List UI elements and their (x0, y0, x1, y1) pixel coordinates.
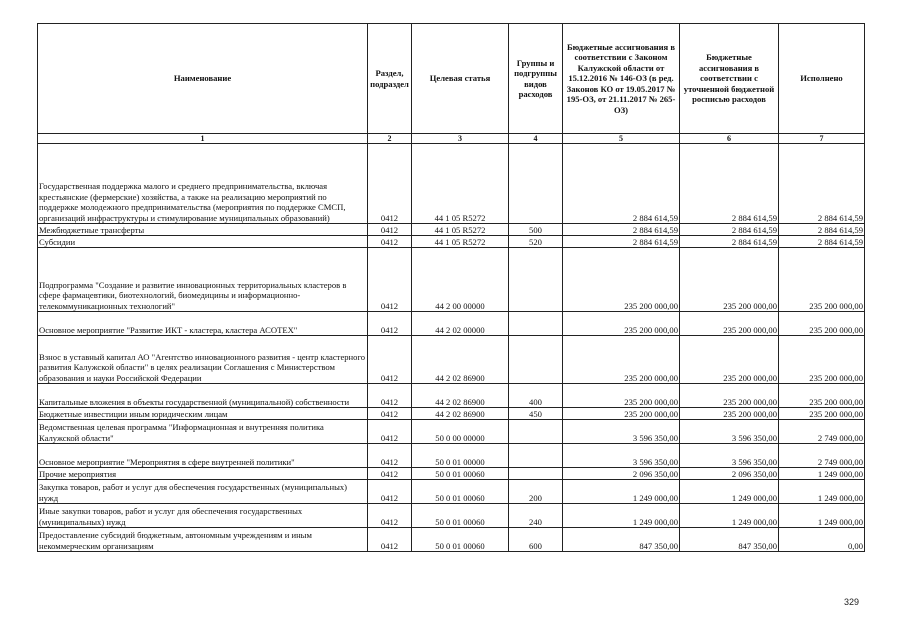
cell-law: 235 200 000,00 (563, 312, 680, 336)
header-executed: Исполнено (779, 24, 865, 134)
cell-group (509, 312, 563, 336)
cell-refined: 3 596 350,00 (680, 444, 779, 468)
header-target: Целевая статья (412, 24, 509, 134)
cell-target: 44 2 02 86900 (412, 408, 509, 420)
cell-executed: 235 200 000,00 (779, 384, 865, 408)
cell-group: 200 (509, 480, 563, 504)
cell-group: 520 (509, 236, 563, 248)
cell-section: 0412 (368, 144, 412, 224)
cell-section: 0412 (368, 384, 412, 408)
table-row (38, 468, 865, 480)
cell-target: 50 0 01 00000 (412, 444, 509, 468)
cell-name: Предоставление субсидий бюджетным, автономным учреждениям и иным некоммерческим организациям (38, 528, 368, 552)
cell-target: 50 0 01 00060 (412, 528, 509, 552)
cell-executed: 235 200 000,00 (779, 312, 865, 336)
cell-name: Капитальные вложения в объекты государственной (муниципальной) собственности (38, 384, 368, 408)
table-header (38, 24, 865, 134)
table-row (38, 144, 865, 224)
cell-law: 235 200 000,00 (563, 248, 680, 312)
table-row (38, 444, 865, 468)
cell-section: 0412 (368, 224, 412, 236)
cell-target: 50 0 01 00060 (412, 504, 509, 528)
header-refined-appropriations: Бюджетные ассигнования в соответствии с уточненной бюджетной росписью расходов (680, 24, 779, 134)
header-name: Наименование (38, 24, 368, 134)
table-body (38, 144, 865, 552)
cell-section: 0412 (368, 420, 412, 444)
column-numbers (38, 134, 865, 144)
cell-section: 0412 (368, 444, 412, 468)
cell-target: 44 1 05 R5272 (412, 236, 509, 248)
column-number: 4 (509, 134, 563, 144)
table-row (38, 408, 865, 420)
cell-target: 44 1 05 R5272 (412, 224, 509, 236)
cell-law: 2 096 350,00 (563, 468, 680, 480)
cell-section: 0412 (368, 312, 412, 336)
cell-law: 235 200 000,00 (563, 408, 680, 420)
column-number: 2 (368, 134, 412, 144)
cell-group (509, 144, 563, 224)
table-row (38, 312, 865, 336)
cell-refined: 2 884 614,59 (680, 144, 779, 224)
cell-name: Основное мероприятие "Развитие ИКТ - кластера, кластера АСОТЕХ" (38, 312, 368, 336)
cell-executed: 0,00 (779, 528, 865, 552)
cell-section: 0412 (368, 248, 412, 312)
cell-group (509, 248, 563, 312)
cell-law: 847 350,00 (563, 528, 680, 552)
cell-target: 44 2 02 00000 (412, 312, 509, 336)
cell-name: Основное мероприятие "Мероприятия в сфере внутренней политики" (38, 444, 368, 468)
cell-name: Ведомственная целевая программа "Информационная и внутренняя политика Калужской области" (38, 420, 368, 444)
cell-law: 235 200 000,00 (563, 384, 680, 408)
table-row (38, 224, 865, 236)
cell-executed: 2 749 000,00 (779, 420, 865, 444)
table-row (38, 336, 865, 384)
cell-refined: 2 884 614,59 (680, 224, 779, 236)
cell-group (509, 468, 563, 480)
cell-refined: 235 200 000,00 (680, 336, 779, 384)
cell-target: 44 2 00 00000 (412, 248, 509, 312)
cell-law: 2 884 614,59 (563, 224, 680, 236)
cell-executed: 2 749 000,00 (779, 444, 865, 468)
cell-name: Прочие мероприятия (38, 468, 368, 480)
cell-target: 50 0 00 00000 (412, 420, 509, 444)
cell-law: 3 596 350,00 (563, 444, 680, 468)
cell-section: 0412 (368, 528, 412, 552)
cell-group: 400 (509, 384, 563, 408)
cell-name: Взнос в уставный капитал АО "Агентство инновационного развития - центр кластерного развития Калужской области" в целях реализации Соглашения с Министерством образования и науки Российской Федерации (38, 336, 368, 384)
column-number: 5 (563, 134, 680, 144)
table-row (38, 236, 865, 248)
cell-target: 44 2 02 86900 (412, 384, 509, 408)
cell-target: 50 0 01 00060 (412, 468, 509, 480)
cell-refined: 3 596 350,00 (680, 420, 779, 444)
cell-law: 3 596 350,00 (563, 420, 680, 444)
column-number: 7 (779, 134, 865, 144)
table-row (38, 504, 865, 528)
cell-executed: 235 200 000,00 (779, 408, 865, 420)
cell-law: 235 200 000,00 (563, 336, 680, 384)
cell-name: Субсидии (38, 236, 368, 248)
table-row (38, 384, 865, 408)
cell-executed: 1 249 000,00 (779, 480, 865, 504)
cell-law: 2 884 614,59 (563, 236, 680, 248)
cell-executed: 235 200 000,00 (779, 336, 865, 384)
cell-refined: 2 096 350,00 (680, 468, 779, 480)
cell-section: 0412 (368, 336, 412, 384)
cell-refined: 847 350,00 (680, 528, 779, 552)
cell-law: 2 884 614,59 (563, 144, 680, 224)
cell-executed: 1 249 000,00 (779, 468, 865, 480)
cell-executed: 2 884 614,59 (779, 236, 865, 248)
page-number: 329 (844, 597, 860, 607)
table-row (38, 248, 865, 312)
cell-section: 0412 (368, 480, 412, 504)
cell-name: Межбюджетные трансферты (38, 224, 368, 236)
cell-refined: 1 249 000,00 (680, 504, 779, 528)
cell-group: 240 (509, 504, 563, 528)
cell-refined: 235 200 000,00 (680, 384, 779, 408)
header-groups: Группы и подгруппы видов расходов (509, 24, 563, 134)
cell-group (509, 444, 563, 468)
cell-group (509, 336, 563, 384)
cell-refined: 2 884 614,59 (680, 236, 779, 248)
header-section: Раздел, подраздел (368, 24, 412, 134)
cell-section: 0412 (368, 236, 412, 248)
cell-name: Государственная поддержка малого и среднего предпринимательства, включая крестьянские (фермерские) хозяйства, а также на реализацию мероприятий по поддержке молодежного предпринимательства (мероприятия по поддержке СМСП, организаций инфраструктуры и стимулирование муниципальных образований) (38, 144, 368, 224)
cell-name: Закупка товаров, работ и услуг для обеспечения государственных (муниципальных) нужд (38, 480, 368, 504)
cell-name: Иные закупки товаров, работ и услуг для обеспечения государственных (муниципальных) нужд (38, 504, 368, 528)
header-law-appropriations: Бюджетные ассигнования в соответствии с Законом Калужской области от 15.12.2016 № 146-ОЗ (в ред. Законов КО от 19.05.2017 № 195-ОЗ, от 21.11.2017 № 265-ОЗ) (563, 24, 680, 134)
cell-executed: 235 200 000,00 (779, 248, 865, 312)
cell-group: 600 (509, 528, 563, 552)
table-row (38, 420, 865, 444)
column-number: 3 (412, 134, 509, 144)
cell-group: 450 (509, 408, 563, 420)
cell-target: 50 0 01 00060 (412, 480, 509, 504)
cell-section: 0412 (368, 468, 412, 480)
column-number: 1 (38, 134, 368, 144)
cell-name: Бюджетные инвестиции иным юридическим лицам (38, 408, 368, 420)
cell-section: 0412 (368, 504, 412, 528)
cell-section: 0412 (368, 408, 412, 420)
cell-group (509, 420, 563, 444)
cell-law: 1 249 000,00 (563, 480, 680, 504)
cell-group: 500 (509, 224, 563, 236)
cell-target: 44 1 05 R5272 (412, 144, 509, 224)
cell-executed: 2 884 614,59 (779, 144, 865, 224)
cell-name: Подпрограмма "Создание и развитие инновационных территориальных кластеров в сфере фармацевтики, биотехнологий, биомедицины и информационно-телекоммуникационных технологий" (38, 248, 368, 312)
cell-executed: 2 884 614,59 (779, 224, 865, 236)
cell-refined: 235 200 000,00 (680, 312, 779, 336)
cell-law: 1 249 000,00 (563, 504, 680, 528)
budget-table (37, 23, 865, 552)
table-row (38, 480, 865, 504)
column-number: 6 (680, 134, 779, 144)
cell-refined: 1 249 000,00 (680, 480, 779, 504)
cell-refined: 235 200 000,00 (680, 248, 779, 312)
table-row (38, 528, 865, 552)
cell-refined: 235 200 000,00 (680, 408, 779, 420)
cell-executed: 1 249 000,00 (779, 504, 865, 528)
cell-target: 44 2 02 86900 (412, 336, 509, 384)
